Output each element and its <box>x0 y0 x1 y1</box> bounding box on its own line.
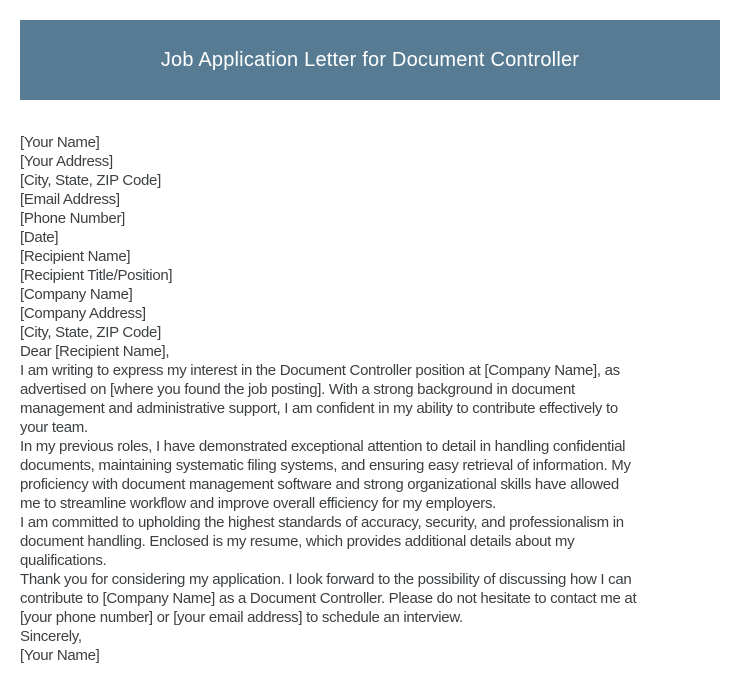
paragraph-line: I am committed to upholding the highest standards of accuracy, security, and professionalism in <box>20 514 624 531</box>
sender-line: [Your Name] <box>20 134 100 151</box>
sender-address-block <box>20 133 722 247</box>
header-bar <box>20 20 720 100</box>
paragraph-line: In my previous roles, I have demonstrated exceptional attention to detail in handling confidential <box>20 438 626 455</box>
paragraph-line: [your phone number] or [your email address] to schedule an interview. <box>20 609 463 626</box>
sender-line: [Email Address] <box>20 191 120 208</box>
sender-line: [City, State, ZIP Code] <box>20 172 161 189</box>
recipient-line: [City, State, ZIP Code] <box>20 324 161 341</box>
paragraph-line: Thank you for considering my application. I look forward to the possibility of discussing how I can <box>20 571 632 588</box>
recipient-line: [Recipient Name] <box>20 248 131 265</box>
paragraph-line: contribute to [Company Name] as a Document Controller. Please do not hesitate to contact me at <box>20 590 637 607</box>
paragraph-line: management and administrative support, I am confident in my ability to contribute effectively to <box>20 400 618 417</box>
page-title: Job Application Letter for Document Controller <box>160 48 580 71</box>
paragraph-line: your team. <box>20 419 88 436</box>
paragraph-intro <box>20 361 722 437</box>
signature: [Your Name] <box>20 647 100 664</box>
paragraph-line: advertised on [where you found the job posting]. With a strong background in document <box>20 381 575 398</box>
sender-line: [Date] <box>20 229 59 246</box>
recipient-line: [Company Name] <box>20 286 133 303</box>
recipient-line: [Company Address] <box>20 305 146 322</box>
paragraph-line: documents, maintaining systematic filing systems, and ensuring easy retrieval of information. My <box>20 457 631 474</box>
recipient-line: [Recipient Title/Position] <box>20 267 173 284</box>
paragraph-line: proficiency with document management software and strong organizational skills have allowed <box>20 476 619 493</box>
closing: Sincerely, <box>20 628 82 645</box>
sender-line: [Your Address] <box>20 153 113 170</box>
paragraph-line: document handling. Enclosed is my resume, which provides additional details about my <box>20 533 575 550</box>
letter-body <box>20 133 722 665</box>
salutation: Dear [Recipient Name], <box>20 343 170 360</box>
paragraph-line: I am writing to express my interest in the Document Controller position at [Company Name], as <box>20 362 620 379</box>
sender-line: [Phone Number] <box>20 210 126 227</box>
recipient-address-block <box>20 247 722 342</box>
paragraph-line: qualifications. <box>20 552 107 569</box>
paragraph-commitment <box>20 513 722 570</box>
paragraph-thanks <box>20 570 722 627</box>
paragraph-line: me to streamline workflow and improve overall efficiency for my employers. <box>20 495 497 512</box>
paragraph-experience <box>20 437 722 513</box>
